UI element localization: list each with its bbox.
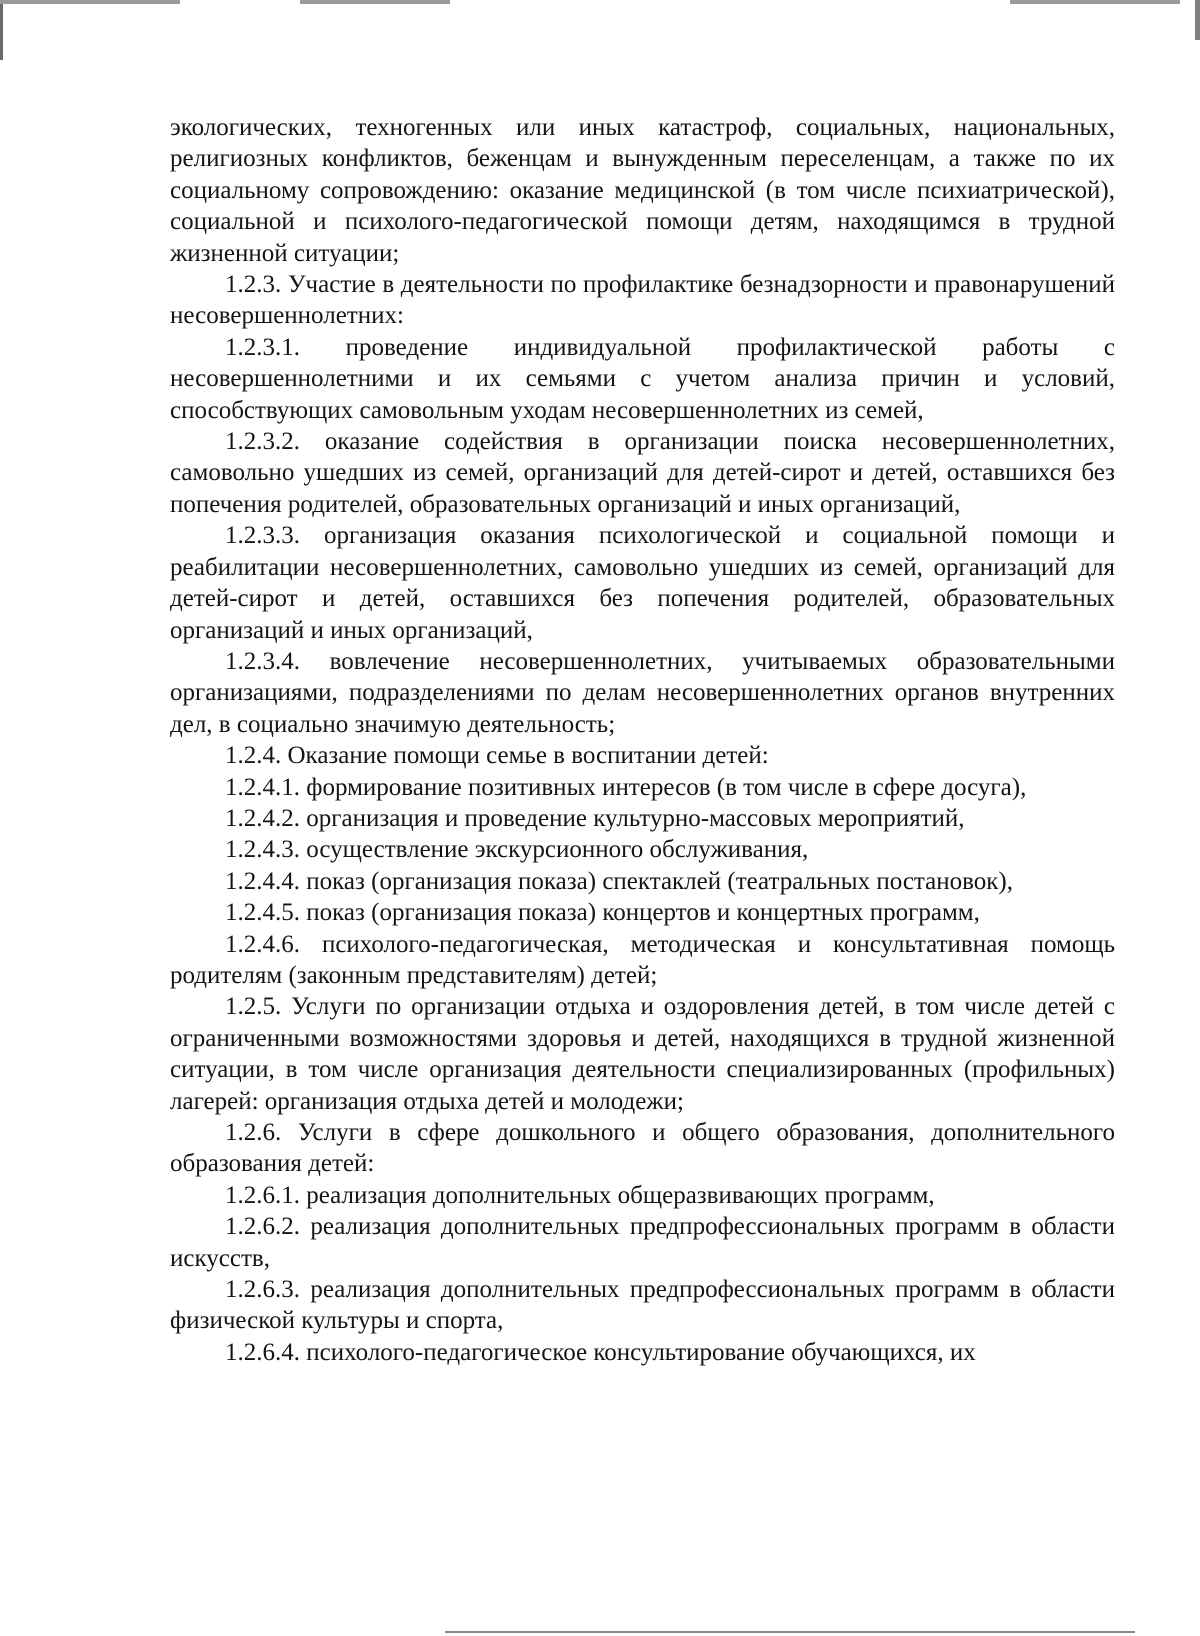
paragraph-1-2-6-1: 1.2.6.1. реализация дополнительных общеразвивающих программ, xyxy=(225,1181,935,1209)
paragraph-1-2-4-6: 1.2.4.6. психолого-педагогическая, методическая и консультативная помощь родителям (законным представителям) детей; xyxy=(170,930,1115,989)
scan-edge-left xyxy=(0,0,3,60)
paragraph-continuation: экологических, техногенных или иных катастроф, социальных, национальных, религиозных конфликтов, беженцам и вынужденным переселенцам, а также по их социальному сопровождению: оказание медицинской (в том числе психиатрической), социальной и психолого-педагогической помощи детям, находящимся в трудной жизненной ситуации; xyxy=(170,114,1115,267)
paragraph-1-2-6-4: 1.2.6.4. психолого-педагогическое консультирование обучающихся, их xyxy=(225,1338,976,1366)
paragraph-1-2-4-2: 1.2.4.2. организация и проведение культурно-массовых мероприятий, xyxy=(225,804,965,832)
paragraph-1-2-6-3: 1.2.6.3. реализация дополнительных предпрофессиональных программ в области физической культуры и спорта, xyxy=(170,1276,1115,1335)
paragraph-1-2-4-4: 1.2.4.4. показ (организация показа) спектаклей (театральных постановок), xyxy=(225,867,1013,895)
paragraph-1-2-6-2: 1.2.6.2. реализация дополнительных предпрофессиональных программ в области искусств, xyxy=(170,1213,1115,1272)
paragraph-1-2-3-3: 1.2.3.3. организация оказания психологической и социальной помощи и реабилитации несовершеннолетних, самовольно ушедших из семей, организаций для детей-сирот и детей, оставшихся без попечения родителей, образовательных организаций и иных организаций, xyxy=(170,522,1115,644)
paragraph-1-2-3-1: 1.2.3.1. проведение индивидуальной профилактической работы с несовершеннолетними и их семьями с учетом анализа причин и условий, способствующих самовольным уходам несовершеннолетних из семей, xyxy=(170,333,1115,424)
scan-edge-right xyxy=(1195,0,1200,40)
paragraph-1-2-3: 1.2.3. Участие в деятельности по профилактике безнадзорности и правонарушений несовершеннолетних: xyxy=(170,271,1115,330)
document-body xyxy=(170,112,1115,1368)
paragraph-1-2-4: 1.2.4. Оказание помощи семье в воспитании детей: xyxy=(225,742,769,770)
paragraph-1-2-6: 1.2.6. Услуги в сфере дошкольного и общего образования, дополнительного образования детей: xyxy=(170,1119,1115,1178)
paragraph-1-2-5: 1.2.5. Услуги по организации отдыха и оздоровления детей, в том числе детей с ограниченными возможностями здоровья и детей, находящихся в трудной жизненной ситуации, в том числе организация деятельности специализированных (профильных) лагерей: организация отдыха детей и молодежи; xyxy=(170,993,1115,1115)
paragraph-1-2-4-5: 1.2.4.5. показ (организация показа) концертов и концертных программ, xyxy=(225,899,980,927)
scan-edge-top xyxy=(0,0,180,4)
scan-edge-top xyxy=(1010,0,1180,4)
paragraph-1-2-4-3: 1.2.4.3. осуществление экскурсионного обслуживания, xyxy=(225,836,809,864)
paragraph-1-2-3-4: 1.2.3.4. вовлечение несовершеннолетних, учитываемых образовательными организациями, подразделениями по делам несовершеннолетних органов внутренних дел, в социально значимую деятельность; xyxy=(170,647,1115,738)
paragraph-1-2-4-1: 1.2.4.1. формирование позитивных интересов (в том числе в сфере досуга), xyxy=(225,773,1027,801)
scan-edge-top xyxy=(300,0,450,4)
paragraph-1-2-3-2: 1.2.3.2. оказание содействия в организации поиска несовершеннолетних, самовольно ушедших из семей, организаций для детей-сирот и детей, оставшихся без попечения родителей, образовательных организаций и иных организаций, xyxy=(170,428,1115,518)
scan-edge-bottom xyxy=(445,1631,1135,1633)
